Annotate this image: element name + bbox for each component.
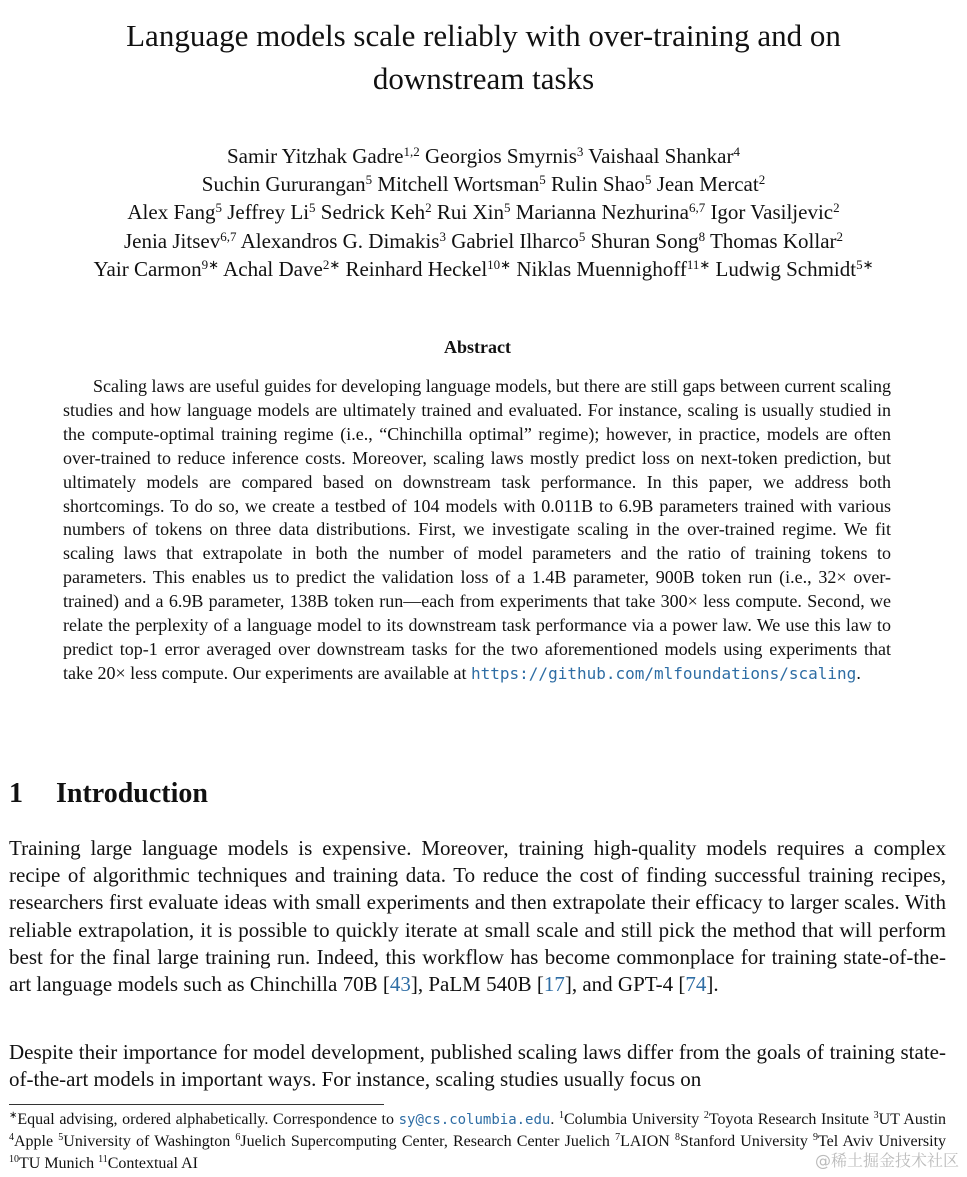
author-affiliation-mark: 3 xyxy=(576,144,584,159)
author-affiliation-mark: 4 xyxy=(733,144,740,159)
author-name: Alexandros G. Dimakis$^3$ xyxy=(240,228,446,253)
intro-p1-end: ]. xyxy=(706,972,719,997)
author-affiliation-mark: 2∗ xyxy=(322,256,341,272)
author-affiliation-mark: 1,2 xyxy=(403,144,420,159)
intro-p1-mid1: ], PaLM 540B [ xyxy=(410,972,544,997)
author-affiliation-mark: 2 xyxy=(758,172,766,188)
affiliation-name: Apple xyxy=(14,1133,54,1150)
affiliation-number: 7 xyxy=(615,1132,621,1143)
affiliation-name: Toyota Research Insitute xyxy=(708,1111,869,1128)
author-affiliation-mark: 8 xyxy=(698,228,706,244)
author-affiliation-mark: 5∗ xyxy=(856,256,874,272)
author-name: Rulin Shao$^5$ xyxy=(551,172,652,197)
author-name: Ludwig Schmidt$^{5∗}$ xyxy=(715,256,874,281)
title-line-1: Language models scale reliably with over-training and on xyxy=(126,18,841,53)
author-affiliation-mark: 5 xyxy=(539,172,546,188)
section-heading xyxy=(9,778,208,810)
author-name: Jean Mercat$^2$ xyxy=(656,172,766,197)
affiliation-name: TU Munich xyxy=(19,1155,95,1172)
author-affiliation-mark: 5 xyxy=(644,172,652,188)
author-name: Achal Dave$^{2∗}$ xyxy=(223,256,341,281)
footnote-mark: ∗ xyxy=(9,1110,18,1121)
author-name: Vaishaal Shankar$^4$ xyxy=(588,144,740,168)
author-affiliation-mark: 2 xyxy=(833,200,840,216)
abstract-body xyxy=(63,375,891,686)
affiliation-number: 1 xyxy=(558,1110,564,1121)
affiliation-name: Juelich Supercomputing Center, Research Center Juelich xyxy=(240,1133,610,1150)
author-affiliation-mark: 2 xyxy=(425,200,432,216)
author-list xyxy=(0,142,967,283)
author-name: Thomas Kollar$^2$ xyxy=(709,228,844,253)
citation-74[interactable]: 74 xyxy=(685,972,707,997)
affiliation-number: 10 xyxy=(9,1154,19,1165)
affiliation-name: Columbia University xyxy=(563,1111,700,1128)
affiliation-name: UT Austin xyxy=(878,1111,947,1128)
affiliation-name: Tel Aviv University xyxy=(818,1133,947,1150)
section-number: 1 xyxy=(9,778,23,809)
citation-43[interactable]: 43 xyxy=(389,972,411,997)
footnote-rule xyxy=(9,1104,384,1105)
affiliation-number: 11 xyxy=(98,1154,108,1165)
footnote-email-link[interactable]: sy@cs.columbia.edu xyxy=(398,1112,551,1128)
author-name: Mitchell Wortsman$^5$ xyxy=(377,172,546,197)
author-line xyxy=(0,142,967,170)
author-affiliation-mark: 11∗ xyxy=(686,256,711,272)
intro-p1-mid2: ], and GPT-4 [ xyxy=(564,972,686,997)
affiliation-number: 6 xyxy=(235,1132,241,1143)
author-affiliation-mark: 3 xyxy=(439,228,446,244)
affiliation-name: Contextual AI xyxy=(107,1155,198,1172)
author-name: Jeffrey Li$^5$ xyxy=(227,200,316,225)
footnote-text: Equal advising, ordered alphabetically. Correspondence to xyxy=(17,1111,394,1128)
author-name: Niklas Muennighoff$^{11∗}$ xyxy=(516,256,711,281)
abstract-end: . xyxy=(856,662,861,683)
author-affiliation-mark: 5 xyxy=(365,172,373,188)
intro-p1-text: Training large language models is expensive. Moreover, training high-quality models requires a complex recipe of algorithmic techniques and training data. To reduce the cost of finding successful training recipes, researchers first evaluate ideas with small experiments and then extrapolate their efficacy to larger scales. With reliable extrapolation, it is possible to quickly iterate at small scale and still pick the method that will perform best for the final large training run. Indeed, this workflow has become commonplace for training state-of-the-art language models such as Chinchilla 70B [ xyxy=(9,836,946,997)
author-name: Igor Vasiljevic$^2$ xyxy=(710,200,840,225)
author-name: Reinhard Heckel$^{10∗}$ xyxy=(345,256,512,281)
watermark: @稀土掘金技术社区 xyxy=(814,1151,959,1170)
author-affiliation-mark: 6,7 xyxy=(688,200,706,216)
intro-paragraph-2: Despite their importance for model development, published scaling laws differ from the goals of training state-of-the-art models in important ways. For instance, scaling studies usually focus on xyxy=(9,1040,946,1092)
author-name: Alex Fang$^5$ xyxy=(127,200,222,225)
author-name: Georgios Smyrnis$^3$ xyxy=(425,144,584,168)
author-name: Marianna Nezhurina$^{6,7}$ xyxy=(515,200,706,225)
affiliation-number: 8 xyxy=(675,1132,681,1143)
author-name: Shuran Song$^8$ xyxy=(590,228,706,253)
abstract-heading: Abstract xyxy=(444,337,511,357)
citation-17[interactable]: 17 xyxy=(543,972,565,997)
author-affiliation-mark: 5 xyxy=(578,228,586,244)
abstract-github-link[interactable]: https://github.com/mlfoundations/scaling xyxy=(471,663,857,683)
author-affiliation-mark: 10∗ xyxy=(487,256,512,272)
author-affiliation-mark: 2 xyxy=(836,228,844,244)
author-affiliation-mark: 5 xyxy=(215,200,222,216)
author-affiliation-mark: 9∗ xyxy=(201,256,220,272)
affiliation-name: Stanford University xyxy=(680,1133,808,1150)
author-line xyxy=(0,227,967,255)
author-name: Yair Carmon$^{9∗}$ xyxy=(93,256,220,281)
affiliation-number: 4 xyxy=(9,1132,14,1143)
affiliation-number: 3 xyxy=(873,1110,879,1121)
intro-paragraph-1 xyxy=(9,835,946,998)
author-name: Gabriel Ilharco$^5$ xyxy=(451,228,586,253)
author-line xyxy=(0,198,967,226)
author-line xyxy=(0,170,967,198)
author-affiliation-mark: 6,7 xyxy=(220,228,237,244)
author-line xyxy=(0,255,967,283)
affiliation-number: 5 xyxy=(58,1132,64,1143)
author-affiliation-mark: 5 xyxy=(504,200,511,216)
footnote: ∗Equal advising, ordered alphabetically. Correspondence to sy@cs.columbia.edu. $^1$Columbia University $^2$Toyota Research Insitute $^3$UT Austin $^4$Apple $^5$University of Washington $^6$Juelich Supercomputing Center, Research Center Juelich $^7$LAION $^8$Stanford University $^9$Tel Aviv University $^{10}$TU Munich $^{11}$Contextual AI xyxy=(9,1110,947,1172)
title-line-2: downstream tasks xyxy=(372,61,595,96)
affiliation-name: LAION xyxy=(620,1133,670,1150)
author-name: Samir Yitzhak Gadre$^{1,2}$ xyxy=(227,144,420,168)
abstract-text: Scaling laws are useful guides for developing language models, but there are still gaps between current scaling studies and how language models are ultimately trained and evaluated. For instance, scaling is usually studied in the compute-optimal training regime (i.e., “Chinchilla optimal” regime); however, in practice, models are often over-trained to reduce inference costs. Moreover, scaling laws mostly predict loss on next-token prediction, but ultimately models are compared based on downstream task performance. In this paper, we address both shortcomings. To do so, we create a testbed of 104 models with 0.011B to 6.9B parameters trained with various numbers of tokens on three data distributions. First, we investigate scaling in the over-trained regime. We fit scaling laws that extrapolate in both the number of model parameters and the ratio of training tokens to parameters. This enables us to predict the validation loss of a 1.4B parameter, 900B token run (i.e., 32× over-trained) and a 6.9B parameter, 138B token run—each from experiments that take 300× less compute. Second, we relate the perplexity of a language model to its downstream task performance via a power law. We use this law to predict top-1 error averaged over downstream tasks for the two aforementioned models using experiments that take 20× less compute. Our experiments are available at xyxy=(63,376,891,683)
author-name: Jenia Jitsev$^{6,7}$ xyxy=(123,228,237,253)
affiliation-number: 2 xyxy=(703,1110,709,1121)
paper-title xyxy=(40,14,927,100)
author-name: Sedrick Keh$^2$ xyxy=(320,200,432,225)
affiliation-number: 9 xyxy=(813,1132,819,1143)
author-name: Rui Xin$^5$ xyxy=(436,200,511,225)
author-name: Suchin Gururangan$^5$ xyxy=(201,172,373,197)
author-affiliation-mark: 5 xyxy=(309,200,316,216)
affiliation-name: University of Washington xyxy=(63,1133,231,1150)
section-title: Introduction xyxy=(56,778,208,809)
